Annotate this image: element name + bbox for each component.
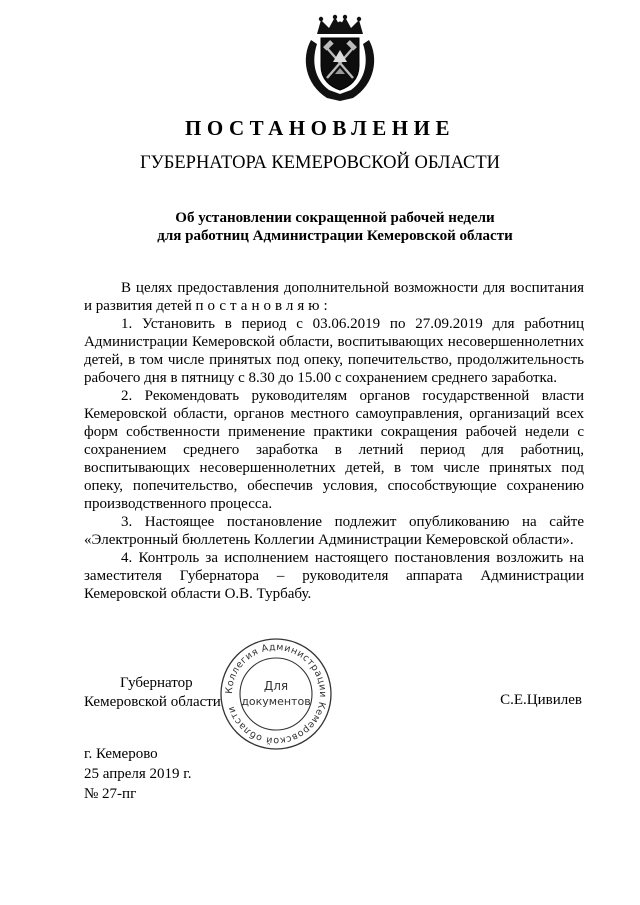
official-stamp [218,636,334,752]
intro-decree-word: постановляю: [195,298,332,314]
signatory-position-line-1: Губернатор [120,675,193,691]
item-1: 1. Установить в период с 03.06.2019 по 27.09.2019 для работниц Администрации Кемеровской области, воспитывающих несовершеннолетних детей, в том числе принятых под опеку, попечительство, продолжительность рабочего дня в пятницу с 8.30 до 15.00 с сохранением среднего заработка. [84,316,584,386]
document-footer [84,744,192,804]
document-body [84,279,584,603]
stamp-center-line-2: документов [241,695,311,708]
document-issuer: ГУБЕРНАТОРА КЕМЕРОВСКОЙ ОБЛАСТИ [139,153,501,173]
signatory-position [84,674,221,712]
footer-city: г. Кемерово [84,746,158,762]
stamp-center-line-1: Для [263,679,289,693]
footer-number: № 27-пг [84,786,137,802]
intro-text: В целях предоставления дополнительной возможности для воспитания и развития детей [84,280,584,314]
heading-line-1: Об установлении сокращенной рабочей недели [175,210,495,226]
stamp-ring-text: Коллегия Администрации Кемеровской области [223,641,329,747]
signatory-position-line-2: Кемеровской области [84,694,221,710]
item-2: 2. Рекомендовать руководителям органов государственной власти Кемеровской области, органов местного самоуправления, организаций всех форм собственности применение практики сокращения рабочей недели с сохранением среднего заработка в летний период для работниц, воспитывающих несовершеннолетних детей, в том числе принятых под опеку, попечительство, обеспечив условия, способствующие сохранению производственного процесса. [84,388,584,512]
document-heading [0,209,640,245]
footer-date: 25 апреля 2019 г. [84,766,192,782]
item-4: 4. Контроль за исполнением настоящего постановления возложить на заместителя Губернатора – руководителя аппарата Администрации Кемеровской области О.В. Турбабу. [84,550,584,602]
document-title: ПОСТАНОВЛЕНИЕ [185,116,455,140]
item-3: 3. Настоящее постановление подлежит опубликованию на сайте «Электронный бюллетень Коллегии Администрации Кемеровской области». [84,514,584,548]
kemerovo-coat-of-arms-icon [297,14,383,102]
signatory-name: С.Е.Цивилев [500,692,582,708]
intro-paragraph [84,279,584,315]
heading-line-2: для работниц Администрации Кемеровской области [157,228,513,244]
